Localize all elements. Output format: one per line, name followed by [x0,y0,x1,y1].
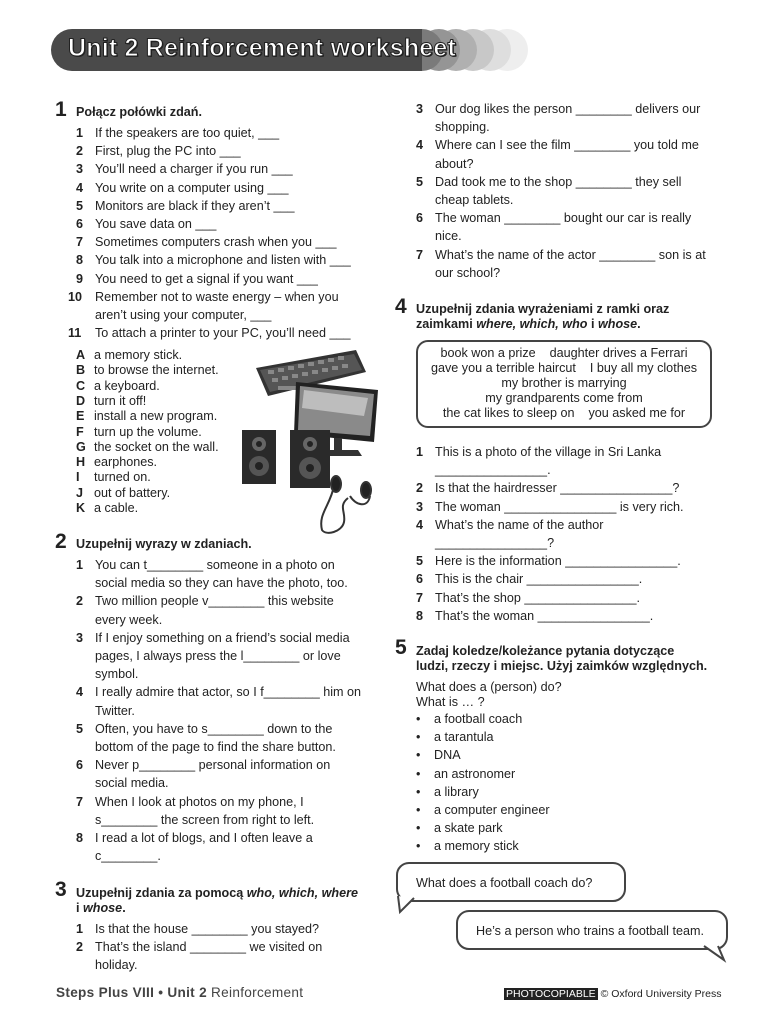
item-number: 8 [76,253,84,268]
item-text: Sometimes computers crash when you ___ [95,235,337,250]
item-number: 1 [416,445,424,459]
item-text: If I enjoy something on a friend’s social media [95,630,350,645]
option-text: turn up the volume. [94,424,202,439]
page-title: Unit 2 Reinforcement worksheet [68,34,457,62]
item-text: That’s the shop ________________. [435,590,640,605]
item-number: 9 [76,271,84,286]
option-text: turn it off! [94,393,147,408]
word-box-line: my grandparents come from [485,391,643,405]
option-text: a cable. [94,501,139,515]
item-number: 2 [76,940,84,955]
item-text: You can t________ someone in a photo on [95,558,335,572]
item-text: This is the chair ________________. [435,572,643,587]
bullet-text: an astronomer [434,766,516,781]
speech-bubble-question [396,862,626,902]
item-text: social media. [95,776,169,791]
item-text: You write on a computer using ___ [95,180,289,195]
item-text: Remember not to waste energy – when you [95,289,339,304]
speech-question-text: What does a football coach do? [416,876,593,890]
item-text: First, plug the PC into ___ [95,144,241,159]
exercise-5-number: 5 [395,636,407,659]
exercise-3-number: 3 [55,878,67,901]
option-letter: K [76,501,86,515]
item-number: 2 [76,144,84,159]
option-text: turned on. [94,470,151,485]
option-letter: C [76,378,86,393]
exercise-3-heading: Uzupełnij zdania za pomocą who, which, where i whose. [76,886,359,915]
item-text: Never p________ personal information on [95,758,331,773]
footer-copyright: PHOTOCOPIABLE © Oxford University Press [506,988,722,1000]
answer-option [76,379,160,394]
exercise-1-heading: Połącz połówki zdań. [76,105,202,119]
answer-option [76,470,151,485]
item-text: That’s the island ________ we visited on [95,940,323,955]
item-number: 3 [416,102,424,116]
answer-option [76,455,157,470]
bullet-icon: • [416,712,421,726]
answer-option [76,440,219,455]
bullet-text: a memory stick [434,839,519,854]
item-text: shopping. [435,120,490,135]
item-text: about? [435,156,474,171]
item-text: The woman ________ bought our car is really [435,211,692,226]
footer-course-title: Steps Plus VIII • Unit 2 Reinforcement [56,985,304,1000]
item-number: 5 [76,198,84,213]
bullet-text: DNA [434,748,461,763]
item-text: c________. [95,849,161,864]
option-text: a memory stick. [94,348,183,362]
bullet-icon: • [416,730,421,745]
option-text: earphones. [94,455,158,470]
item-number: 7 [416,590,424,605]
item-number: 10 [68,289,83,304]
item-text: symbol. [95,667,139,682]
option-letter: D [76,393,86,408]
option-text: a keyboard. [94,378,160,393]
item-number: 7 [76,235,84,250]
item-text: s________ the screen from right to left. [95,812,315,827]
item-number: 6 [416,211,424,226]
answer-option [76,486,170,501]
item-text: This is a photo of the village in Sri Lanka [435,445,662,459]
item-text: holiday. [95,958,138,973]
item-number: 4 [76,180,84,195]
item-number: 8 [76,831,84,845]
option-letter: H [76,455,86,470]
item-text: You save data on ___ [95,217,217,231]
option-letter: A [76,348,86,362]
item-number: 2 [76,594,84,609]
item-text: Two million people v________ this website [95,594,334,609]
photocopiable-badge: PHOTOCOPIABLE [506,988,596,1000]
item-number: 1 [76,126,84,140]
option-letter: E [76,409,85,424]
bullet-icon: • [416,803,421,817]
bullet-icon: • [416,748,421,763]
item-number: 2 [416,481,424,496]
item-number: 6 [416,572,424,587]
item-number: 7 [416,247,424,262]
item-text: bottom of the page to find the share button. [95,740,336,754]
item-text: aren’t using your computer, ___ [95,308,272,322]
item-text: Our dog likes the person ________ delivers our [435,102,701,116]
item-number: 4 [416,138,424,153]
item-number: 4 [76,685,84,700]
item-number: 3 [76,630,84,645]
option-letter: F [76,424,84,439]
item-number: 5 [76,721,84,736]
answer-option [76,409,217,424]
bullet-icon: • [416,821,421,836]
item-text: Is that the hairdresser ________________? [435,481,680,496]
speech-answer-text: He’s a person who trains a football team. [476,924,704,938]
option-text: the socket on the wall. [94,439,219,454]
bullet-icon: • [416,784,421,799]
exercise-2-heading: Uzupełnij wyrazy w zdaniach. [76,537,252,551]
item-text: Often, you have to s________ down to the [95,721,333,736]
answer-option [76,363,219,378]
item-text: Dad took me to the shop ________ they sell [435,174,682,189]
option-text: to browse the internet. [94,363,219,378]
exercise-5-heading: Zadaj koledze/koleżance pytania dotyczące ludzi, rzeczy i miejsc. Użyj zaimków względnych. [416,644,708,673]
option-text: install a new program. [94,409,218,424]
word-box-line: the cat likes to sleep on you asked me for [442,406,686,420]
exercise-1-number: 1 [55,98,67,121]
item-text: Monitors are black if they aren’t ___ [95,198,295,213]
item-number: 1 [76,922,84,936]
item-text: every week. [95,612,163,627]
option-text: out of battery. [94,485,171,500]
exercise-5-question-2: What is … ? [416,695,485,709]
answer-option [76,501,138,516]
item-number: 4 [416,517,424,532]
word-box-line: my brother is marrying [501,376,627,390]
item-number: 3 [416,499,424,514]
item-text: Twitter. [95,703,135,718]
item-text: social media so they can have the photo, too. [95,576,348,591]
exercise-4-heading: Uzupełnij zdania wyrażeniami z ramki oraz zaimkami where, which, who i whose. [416,302,670,331]
item-text: nice. [435,229,462,244]
item-number: 3 [76,162,84,177]
item-text: What’s the name of the author [435,517,604,532]
item-text: If the speakers are too quiet, ___ [95,126,280,140]
option-letter: I [76,470,80,485]
bullet-text: a skate park [434,821,503,836]
item-number: 7 [76,794,84,809]
bullet-text: a football coach [434,712,523,726]
title-banner [50,28,530,72]
item-number: 5 [416,554,424,569]
option-letter: J [76,485,84,500]
item-number: 11 [68,326,82,341]
item-text: Where can I see the film ________ you told me [435,138,699,153]
item-text: To attach a printer to your PC, you’ll need ___ [95,326,351,341]
speech-tail-icon [396,896,426,916]
item-text: I really admire that actor, so I f________ him on [95,685,362,700]
word-box-line: gave you a terrible haircut I buy all my clothes [431,361,697,375]
item-number: 1 [76,558,84,572]
answer-option [76,394,146,409]
item-text: The woman ________________ is very rich. [435,499,684,514]
item-text: Here is the information ________________. [435,554,681,569]
item-text: Is that the house ________ you stayed? [95,922,320,936]
answer-option [76,348,182,363]
bullet-icon: • [416,839,421,854]
item-number: 6 [76,758,84,773]
speaker-icon [242,430,330,488]
bullet-icon: • [416,766,421,781]
item-text: cheap tablets. [435,193,514,207]
item-text: ________________. [435,463,551,478]
item-text: When I look at photos on my phone, I [95,794,304,809]
item-text: You need to get a signal if you want ___ [95,271,318,286]
answer-option [76,425,202,440]
bullet-text: a library [434,784,479,799]
exercise-2-number: 2 [55,530,67,553]
item-text: ________________? [435,536,555,550]
item-text: pages, I always press the l________ or love [95,649,341,663]
option-letter: B [76,363,86,378]
item-text: I read a lot of blogs, and I often leave a [95,831,313,845]
word-box [416,340,712,428]
option-letter: G [76,439,86,454]
item-number: 6 [76,217,84,231]
speech-bubble-answer [456,910,728,950]
item-text: our school? [435,265,501,280]
item-text: That’s the woman ________________. [435,608,654,623]
item-number: 8 [416,608,424,623]
exercise-5-question-1: What does a (person) do? [416,680,562,694]
bullet-text: a computer engineer [434,803,550,817]
speech-tail-icon [700,944,730,964]
item-text: You talk into a microphone and listen with ___ [95,253,351,268]
item-text: What’s the name of the actor ________ son is at [435,247,706,262]
exercise-4-number: 4 [395,295,407,318]
word-box-line: book won a prize daughter drives a Ferrari [440,346,688,360]
computer-equipment-illustration [238,346,390,536]
bullet-text: a tarantula [434,730,494,745]
item-text: You’ll need a charger if you run ___ [95,162,293,177]
item-number: 5 [416,174,424,189]
